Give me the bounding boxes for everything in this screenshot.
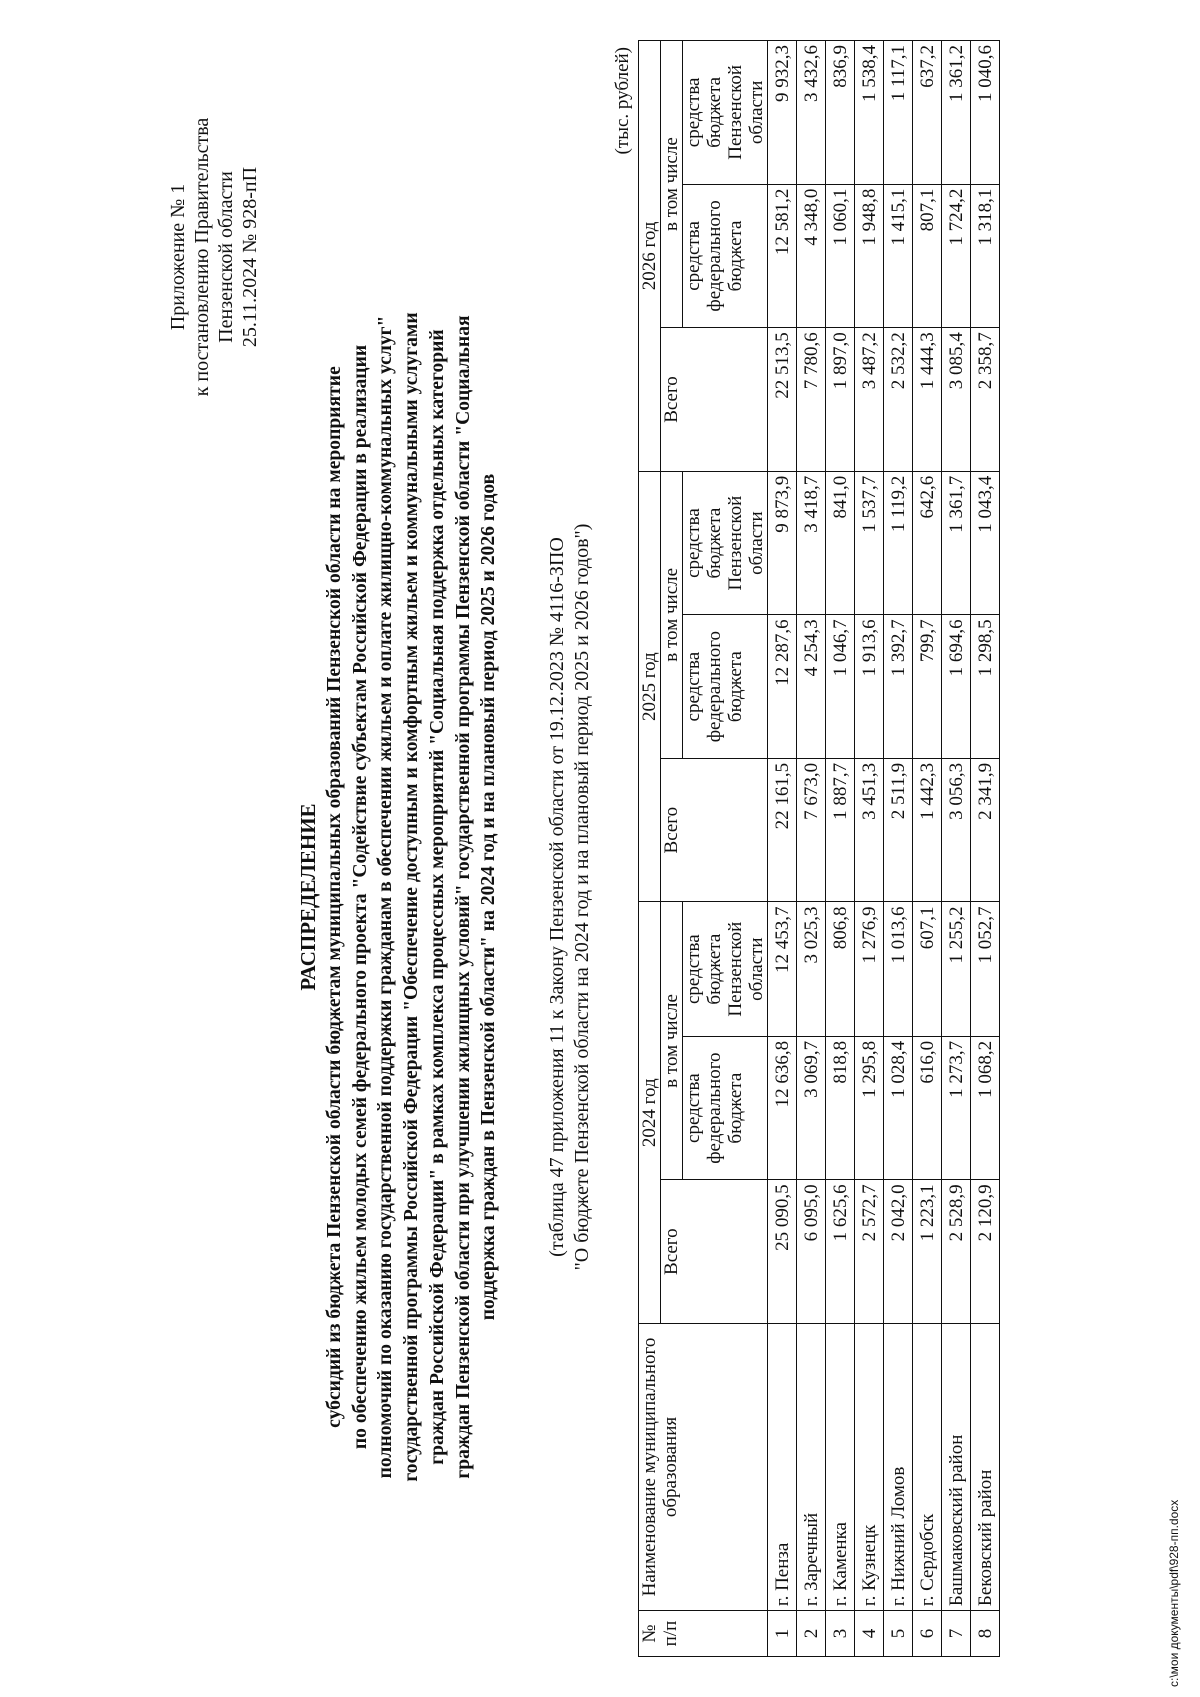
amount-cell: 1 013,6 — [884, 902, 913, 1036]
amount-cell: 3 487,2 — [855, 328, 884, 472]
amount-cell: 637,2 — [913, 41, 942, 185]
subtitle-line: государственной программы Российской Федерации "Обеспечение доступным и комфортным жильем и коммунальными услугами — [401, 312, 423, 1482]
distribution-table — [638, 40, 1000, 1657]
approval-block — [166, 107, 262, 407]
table-row — [768, 41, 797, 1657]
amount-cell: 841,0 — [826, 471, 855, 615]
total-header: Всего — [661, 1180, 768, 1324]
amount-cell: 1 887,7 — [826, 758, 855, 902]
amount-cell: 2 042,0 — [884, 1180, 913, 1324]
federal-header: средства федерального бюджета — [683, 1036, 768, 1180]
amount-cell: 1 028,4 — [884, 1036, 913, 1180]
amount-cell: 1 913,6 — [855, 615, 884, 759]
law-reference-line-1: (таблица 47 приложения 11 к Закону Пензенской области от 19.12.2023 № 4116-ЗПО — [546, 537, 568, 1257]
table-row — [942, 41, 971, 1657]
amount-cell: 9 873,9 — [768, 471, 797, 615]
table-row — [797, 41, 826, 1657]
amount-cell: 22 513,5 — [768, 328, 797, 472]
municipality-name-cell: г. Пенза — [768, 1323, 797, 1610]
amount-cell: 4 254,3 — [797, 615, 826, 759]
amount-cell: 22 161,5 — [768, 758, 797, 902]
approval-line-4: 25.11.2024 № 928-пП — [239, 166, 261, 348]
table-row — [884, 41, 913, 1657]
amount-cell: 3 432,6 — [797, 41, 826, 185]
municipality-name-cell: г. Нижний Ломов — [884, 1323, 913, 1610]
law-reference — [545, 297, 595, 1497]
amount-cell: 2 511,9 — [884, 758, 913, 902]
amount-cell: 1 068,2 — [971, 1036, 1000, 1180]
year-header-2024: 2024 год — [639, 902, 661, 1324]
amount-cell: 1 361,7 — [942, 471, 971, 615]
amount-cell: 1 276,9 — [855, 902, 884, 1036]
amount-cell: 7 780,6 — [797, 328, 826, 472]
amount-cell: 12 287,6 — [768, 615, 797, 759]
amount-cell: 1 415,1 — [884, 184, 913, 328]
approval-line-3: Пензенской области — [215, 171, 237, 343]
row-number-cell: 1 — [768, 1611, 797, 1657]
amount-cell: 2 341,9 — [971, 758, 1000, 902]
year-header-2025: 2025 год — [639, 471, 661, 902]
row-number-cell: 7 — [942, 1611, 971, 1657]
row-number-cell: 3 — [826, 1611, 855, 1657]
total-header: Всего — [661, 758, 768, 902]
amount-cell: 25 090,5 — [768, 1180, 797, 1324]
amount-cell: 2 120,9 — [971, 1180, 1000, 1324]
amount-cell: 616,0 — [913, 1036, 942, 1180]
amount-cell: 1 442,3 — [913, 758, 942, 902]
amount-cell: 12 636,8 — [768, 1036, 797, 1180]
including-header: в том числе — [661, 41, 683, 328]
amount-cell: 1 255,2 — [942, 902, 971, 1036]
document-subtitle — [322, 257, 502, 1537]
row-number-cell: 4 — [855, 1611, 884, 1657]
amount-cell: 4 348,0 — [797, 184, 826, 328]
subtitle-line: граждан Пензенской области при улучшении жилищных условий" государственной программы Пензенской области "Социальная — [452, 315, 474, 1479]
table-row — [971, 41, 1000, 1657]
amount-cell: 1 694,6 — [942, 615, 971, 759]
amount-cell: 1 295,8 — [855, 1036, 884, 1180]
amount-cell: 2 572,7 — [855, 1180, 884, 1324]
municipality-name-cell: Башмаковский район — [942, 1323, 971, 1610]
amount-cell: 9 932,3 — [768, 41, 797, 185]
amount-cell: 1 273,7 — [942, 1036, 971, 1180]
amount-cell: 1 060,1 — [826, 184, 855, 328]
amount-cell: 607,1 — [913, 902, 942, 1036]
regional-header: средства бюджета Пензенской области — [683, 902, 768, 1036]
amount-cell: 1 223,1 — [913, 1180, 942, 1324]
year-header-2026: 2026 год — [639, 41, 661, 472]
regional-header: средства бюджета Пензенской области — [683, 41, 768, 185]
row-number-cell: 6 — [913, 1611, 942, 1657]
amount-cell: 836,9 — [826, 41, 855, 185]
amount-cell: 3 069,7 — [797, 1036, 826, 1180]
subtitle-line: поддержка граждан в Пензенской области" на 2024 год и на плановый период 2025 и 2026 годов — [478, 473, 500, 1321]
amount-cell: 1 444,3 — [913, 328, 942, 472]
municipality-name-cell: г. Сердобск — [913, 1323, 942, 1610]
amount-cell: 1 724,2 — [942, 184, 971, 328]
amount-cell: 12 453,7 — [768, 902, 797, 1036]
amount-cell: 1 538,4 — [855, 41, 884, 185]
municipality-name-cell: г. Заречный — [797, 1323, 826, 1610]
subtitle-line: полномочий по оказанию государственной поддержки гражданам в обеспечении жильем и оплате жилищно-коммунальных услуг" — [375, 315, 397, 1479]
amount-cell: 3 056,3 — [942, 758, 971, 902]
amount-cell: 818,8 — [826, 1036, 855, 1180]
federal-header: средства федерального бюджета — [683, 184, 768, 328]
amount-cell: 2 358,7 — [971, 328, 1000, 472]
amount-cell: 1 361,2 — [942, 41, 971, 185]
amount-cell: 1 537,7 — [855, 471, 884, 615]
amount-cell: 806,8 — [826, 902, 855, 1036]
row-number-cell: 5 — [884, 1611, 913, 1657]
including-header: в том числе — [661, 471, 683, 758]
amount-cell: 1 897,0 — [826, 328, 855, 472]
amount-cell: 3 025,3 — [797, 902, 826, 1036]
amount-cell: 1 117,1 — [884, 41, 913, 185]
amount-cell: 1 392,7 — [884, 615, 913, 759]
regional-header: средства бюджета Пензенской области — [683, 471, 768, 615]
document-title: РАСПРЕДЕЛЕНИЕ — [296, 803, 320, 991]
including-header: в том числе — [661, 902, 683, 1180]
municipality-name-cell: Бековский район — [971, 1323, 1000, 1610]
row-number-cell: 8 — [971, 1611, 1000, 1657]
amount-cell: 1 040,6 — [971, 41, 1000, 185]
table-row — [855, 41, 884, 1657]
amount-cell: 1 043,4 — [971, 471, 1000, 615]
municipality-name-cell: г. Каменка — [826, 1323, 855, 1610]
units-label: (тыс. рублей) — [612, 47, 633, 155]
amount-cell: 7 673,0 — [797, 758, 826, 902]
municipality-name-cell: г. Кузнецк — [855, 1323, 884, 1610]
amount-cell: 1 046,7 — [826, 615, 855, 759]
federal-header: средства федерального бюджета — [683, 615, 768, 759]
amount-cell: 12 581,2 — [768, 184, 797, 328]
amount-cell: 1 318,1 — [971, 184, 1000, 328]
total-header: Всего — [661, 328, 768, 472]
approval-line-2: к постановлению Правительства — [191, 117, 213, 397]
amount-cell: 642,6 — [913, 471, 942, 615]
subtitle-line: субсидий из бюджета Пензенской области бюджетам муниципальных образований Пензенской области на мероприятие — [324, 366, 345, 1428]
amount-cell: 6 095,0 — [797, 1180, 826, 1324]
table-row — [826, 41, 855, 1657]
subtitle-line: граждан Российской Федерации" в рамках комплекса процессных мероприятий "Социальная поддержка отдельных категорий — [426, 329, 448, 1465]
amount-cell: 3 418,7 — [797, 471, 826, 615]
table-body — [768, 41, 1000, 1657]
file-path-footer: c:\мои документы\pdf\928-пп.docx — [1167, 1499, 1181, 1687]
subtitle-line: по обеспечению жильем молодых семей федерального проекта "Содействие субъектам Российской Федерации в реализации — [349, 344, 371, 1450]
amount-cell: 1 948,8 — [855, 184, 884, 328]
row-number-cell: 2 — [797, 1611, 826, 1657]
col-num-header: № п/п — [639, 1611, 768, 1657]
approval-line-1: Приложение № 1 — [167, 183, 189, 331]
amount-cell: 807,1 — [913, 184, 942, 328]
law-reference-line-2: "О бюджете Пензенской области на 2024 год и на плановый период 2025 и 2026 годов") — [571, 523, 593, 1271]
amount-cell: 2 532,2 — [884, 328, 913, 472]
amount-cell: 1 625,6 — [826, 1180, 855, 1324]
table-row — [913, 41, 942, 1657]
amount-cell: 1 298,5 — [971, 615, 1000, 759]
amount-cell: 799,7 — [913, 615, 942, 759]
amount-cell: 3 085,4 — [942, 328, 971, 472]
amount-cell: 1 119,2 — [884, 471, 913, 615]
amount-cell: 3 451,3 — [855, 758, 884, 902]
amount-cell: 1 052,7 — [971, 902, 1000, 1036]
col-name-header: Наименование муниципального образования — [639, 1323, 768, 1610]
amount-cell: 2 528,9 — [942, 1180, 971, 1324]
